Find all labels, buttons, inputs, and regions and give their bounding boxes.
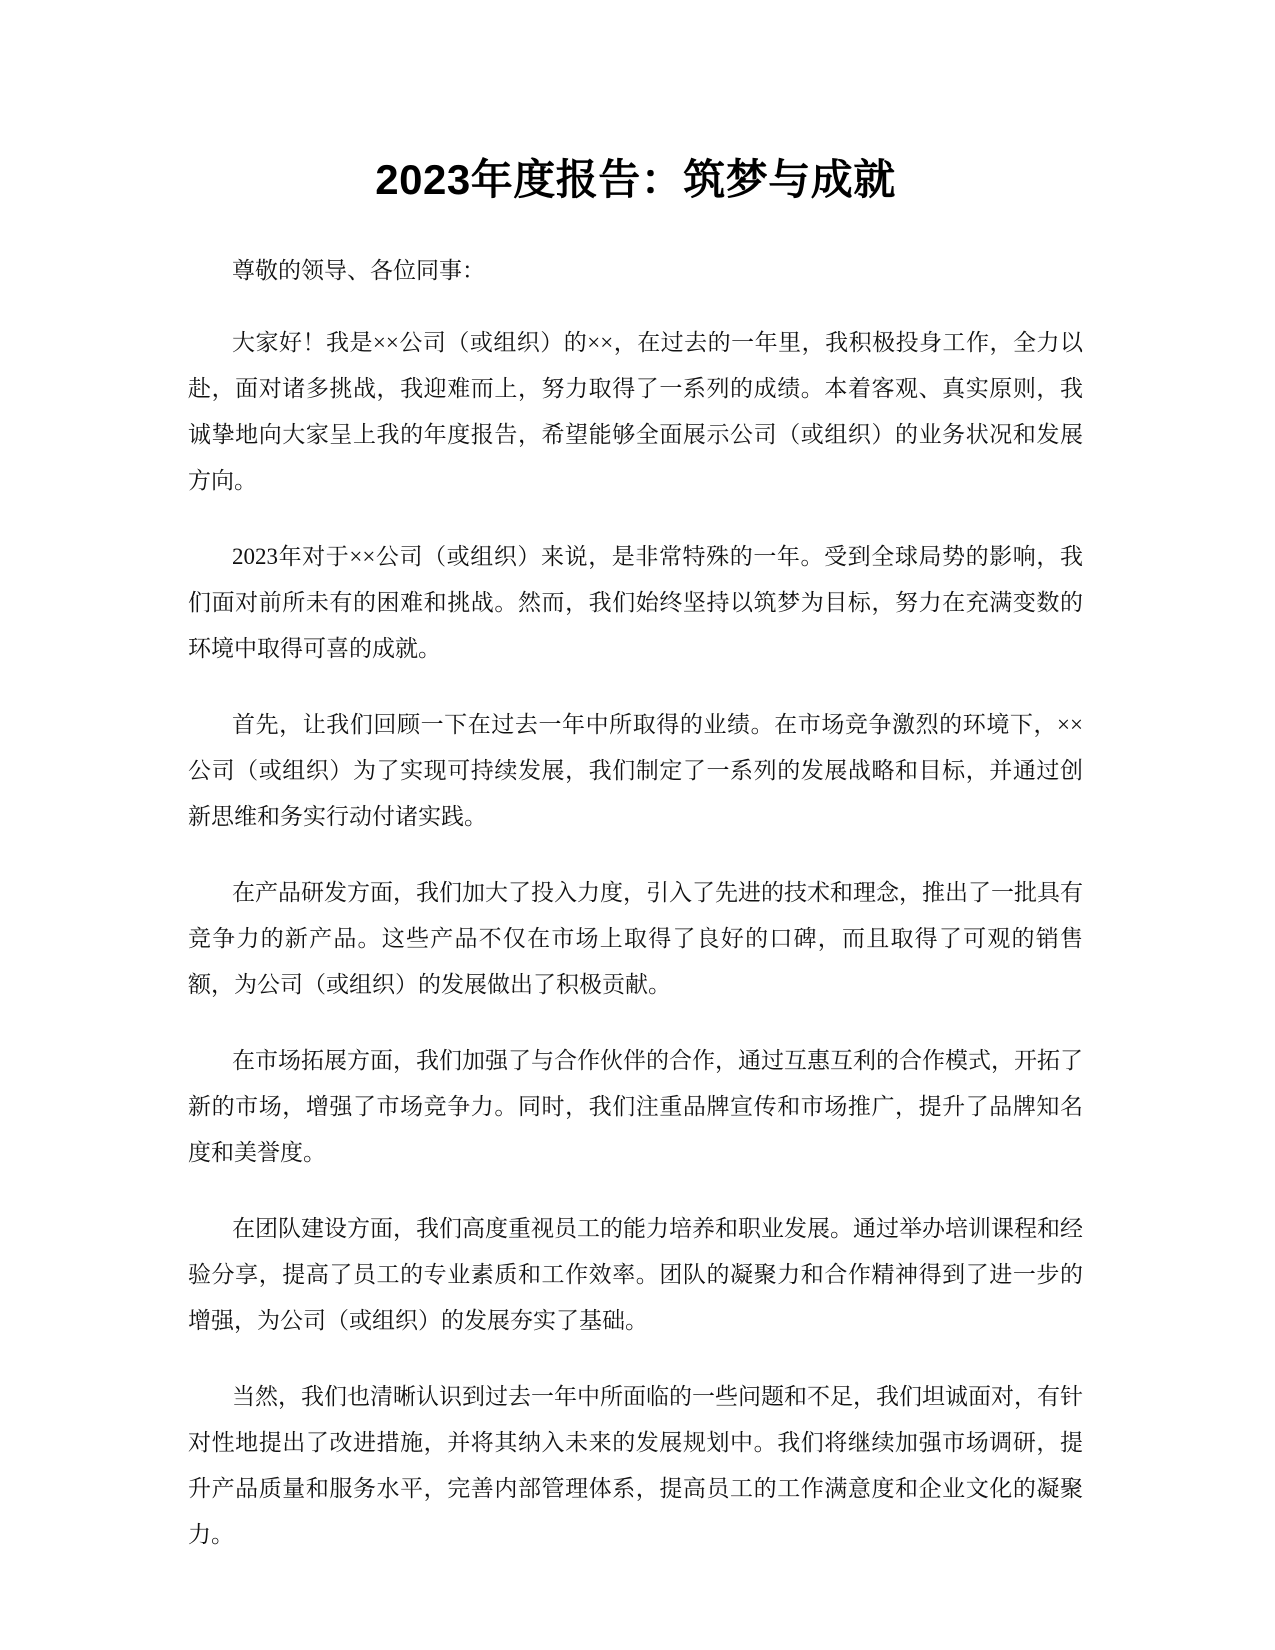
paragraph-year-overview: 2023年对于××公司（或组织）来说，是非常特殊的一年。受到全球局势的影响，我们面对前所未有的困难和挑战。然而，我们始终坚持以筑梦为目标，努力在充满变数的环境中取得可喜的成就。 <box>188 544 1083 661</box>
paragraph-market-expansion: 在市场拓展方面，我们加强了与合作伙伴的合作，通过互惠互利的合作模式，开拓了新的市场，增强了市场竞争力。同时，我们注重品牌宣传和市场推广，提升了品牌知名度和美誉度。 <box>188 1048 1083 1165</box>
paragraph-performance-review: 首先，让我们回顾一下在过去一年中所取得的业绩。在市场竞争激烈的环境下，××公司（或组织）为了实现可持续发展，我们制定了一系列的发展战略和目标，并通过创新思维和务实行动付诸实践。 <box>188 712 1083 829</box>
paragraph-product-rd: 在产品研发方面，我们加大了投入力度，引入了先进的技术和理念，推出了一批具有竞争力的新产品。这些产品不仅在市场上取得了良好的口碑，而且取得了可观的销售额，为公司（或组织）的发展做出了积极贡献。 <box>188 880 1083 997</box>
salutation: 尊敬的领导、各位同事： <box>232 258 485 283</box>
document-title: 2023年度报告：筑梦与成就 <box>375 156 896 203</box>
paragraph-improvements: 当然，我们也清晰认识到过去一年中所面临的一些问题和不足，我们坦诚面对，有针对性地提出了改进措施，并将其纳入未来的发展规划中。我们将继续加强市场调研，提升产品质量和服务水平，完善内部管理体系，提高员工的工作满意度和企业文化的凝聚力。 <box>188 1384 1083 1547</box>
paragraph-intro: 大家好！我是××公司（或组织）的××，在过去的一年里，我积极投身工作，全力以赴，面对诸多挑战，我迎难而上，努力取得了一系列的成绩。本着客观、真实原则，我诚挚地向大家呈上我的年度报告，希望能够全面展示公司（或组织）的业务状况和发展方向。 <box>188 330 1083 493</box>
paragraph-team-building: 在团队建设方面，我们高度重视员工的能力培养和职业发展。通过举办培训课程和经验分享，提高了员工的专业素质和工作效率。团队的凝聚力和合作精神得到了进一步的增强，为公司（或组织）的发展夯实了基础。 <box>188 1216 1083 1333</box>
